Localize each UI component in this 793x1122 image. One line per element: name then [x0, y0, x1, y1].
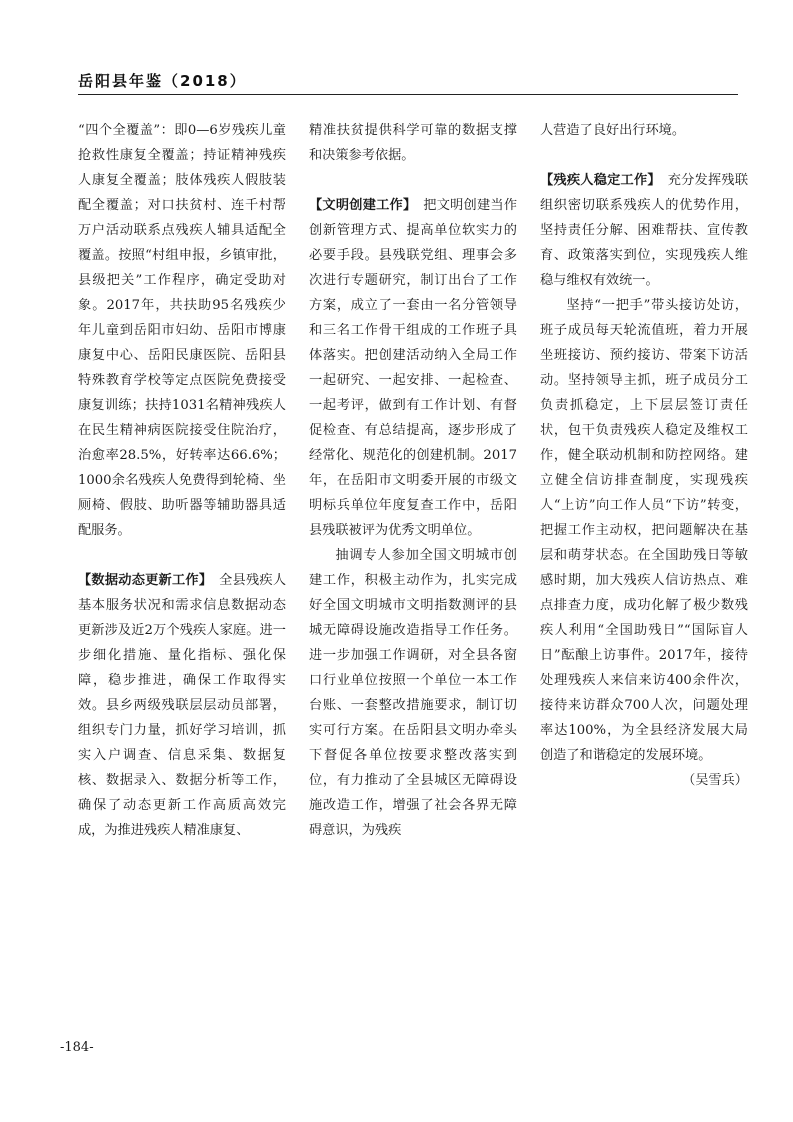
text-column-2 [309, 118, 517, 843]
text-column-3 [540, 118, 748, 793]
section-stability [540, 168, 748, 293]
paragraph: “四个全覆盖”：即0—6岁残疾儿童抢救性康复全覆盖；持证精神残疾人康复全覆盖；肢体残疾人假肢装配全覆盖；对口扶贫村、连千村帮万户活动联系点残疾人辅具适配全覆盖。按照“村组申报，乡镇审批，县级把关”工作程序，确定受助对象。2017年，共扶助95名残疾少年儿童到岳阳市妇幼、岳阳市博康康复中心、岳阳民康医院、岳阳县特殊教育学校等定点医院免费接受康复训练；扶持1031名精神残疾人在民生精神病医院接受住院治疗，治愈率28.5%，好转率达66.6%；1000余名残疾人免费得到轮椅、坐厕椅、假肢、助听器等辅助器具适配服务。 [78, 123, 286, 538]
text-column-1 [78, 118, 286, 843]
paragraph: 人营造了良好出行环境。 [540, 123, 686, 138]
section-body: 把文明创建当作创新管理方式、提高单位软实力的必要手段。县残联党组、理事会多次进行专题研究，制订出台了工作方案，成立了一套由一名分管领导和三名工作骨干组成的工作班子具体落实。把创建活动纳入全局工作一起研究、一起安排、一起检查、一起考评，做到有工作计划、有督促检查、有总结提高，逐步形成了经常化、规范化的创建机制。2017年，在岳阳市文明委开展的市级文明标兵单位年度复查工作中，岳阳县残联被评为优秀文明单位。 [309, 198, 518, 538]
section-civilization [309, 193, 517, 543]
section-heading: 【文明创建工作】 [309, 198, 410, 213]
running-header: 岳阳县年鉴（2018） [78, 72, 247, 90]
page-number: -184- [60, 1040, 94, 1055]
paragraph: 精准扶贫提供科学可靠的数据支撑和决策参考依据。 [309, 123, 517, 163]
paragraph: 坚持“一把手”带头接访处访，班子成员每天轮流值班，着力开展坐班接访、预约接访、带案下访活动。坚持领导主抓，班子成员分工负责抓稳定，上下层层签订责任状，包干负责残疾人稳定及维权工作，健全联动机制和防控网络。建立健全信访排查制度，实现残疾人“上访”向工作人员“下访”转变，把握工作主动权，把问题解决在基层和萌芽状态。在全国助残日等敏感时期，加大残疾人信访热点、难点排查力度，成功化解了极少数残疾人利用“全国助残日”“国际盲人日”酝酿上访事件。2017年，接待处理残疾人来信来访400余件次，接待来访群众700人次，问题处理率达100%，为全县经济发展大局创造了和谐稳定的发展环境。 [540, 298, 748, 763]
section-heading: 【残疾人稳定工作】 [540, 173, 655, 188]
section-data-update [78, 568, 286, 843]
section-body: 全县残疾人基本服务状况和需求信息数据动态更新涉及近2万个残疾人家庭。进一步细化措施、量化指标、强化保障，稳步推进，确保工作取得实效。县乡两级残联层层动员部署，组织专门力量，抓好学习培训，抓实入户调查、信息采集、数据复核、数据录入、数据分析等工作，确保了动态更新工作高质高效完成，为推进残疾人精准康复、 [78, 573, 287, 838]
author-credit: （吴雪兵） [682, 773, 748, 788]
section-heading: 【数据动态更新工作】 [78, 573, 206, 588]
section-body: 充分发挥残联组织密切联系残疾人的优势作用，坚持责任分解、困难帮扶、宣传教育、政策落实到位，实现残疾人维稳与维权有效统一。 [540, 173, 749, 288]
header-rule [78, 94, 738, 95]
paragraph: 抽调专人参加全国文明城市创建工作，积极主动作为，扎实完成好全国文明城市文明指数测评的县城无障碍设施改造指导工作任务。进一步加强工作调研，对全县各窗口行业单位按照一个单位一本工作台账、一套整改措施要求，制订切实可行方案。在岳阳县文明办牵头下督促各单位按要求整改落实到位，有力推动了全县城区无障碍设施改造工作，增强了社会各界无障碍意识，为残疾 [309, 548, 517, 838]
